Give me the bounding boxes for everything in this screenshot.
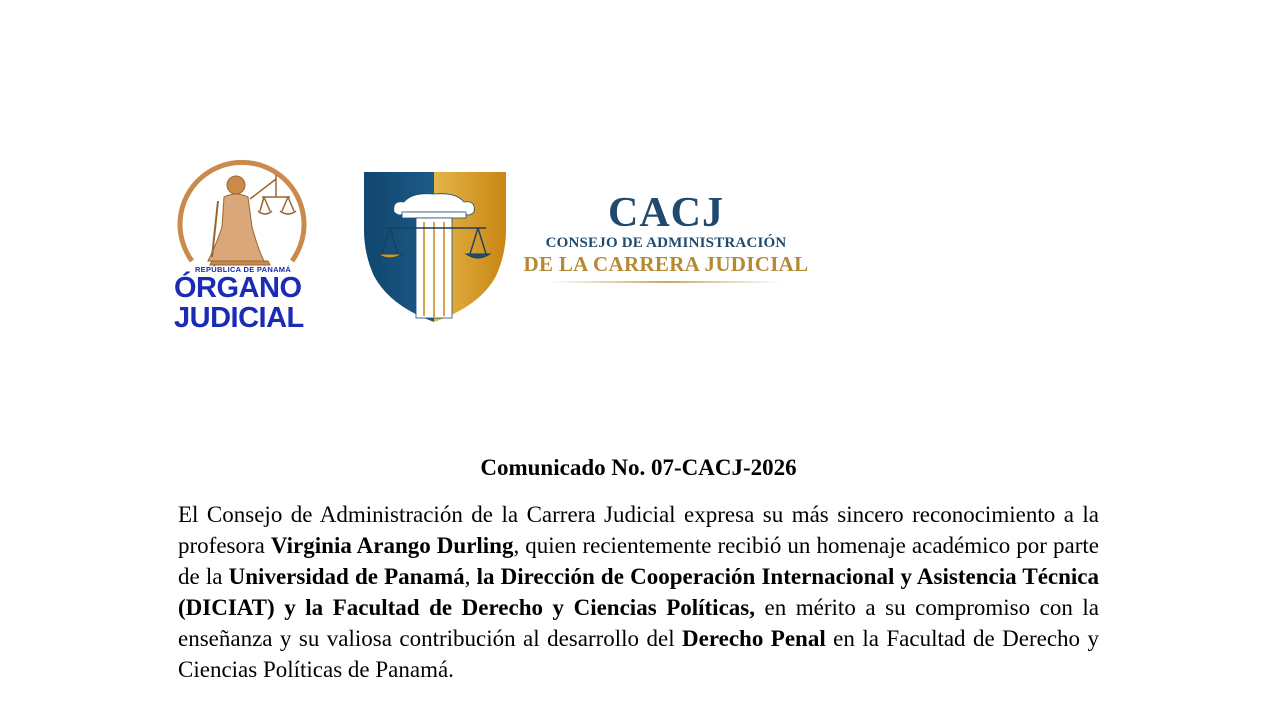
cacj-wordmark	[508, 190, 824, 290]
organo-judicial-logo	[172, 157, 312, 335]
body-segment: , quien recientemente recibió un homenaje académico por parte de la	[178, 533, 1099, 589]
university-name: Universidad de Panamá	[228, 564, 465, 589]
communique-title: Comunicado No. 07-CACJ-2026	[480, 455, 797, 480]
body-segment: en mérito a su compromiso con la enseñanza y su valiosa contribución al desarrollo del	[178, 595, 1099, 651]
body-segment: en la Facultad de Derecho y Ciencias Políticas de Panamá.	[178, 626, 1099, 682]
cacj-name-line2: DE LA CARRERA JUDICIAL	[523, 252, 809, 276]
body-segment: ,	[464, 564, 477, 589]
body-segment: El Consejo de Administración de la Carrera Judicial expresa su más sincero reconocimiento a la profesora	[178, 502, 1099, 558]
cacj-name-line1: CONSEJO DE ADMINISTRACIÓN	[545, 235, 787, 251]
institutions-names: la Dirección de Cooperación Internacional y Asistencia Técnica (DICIAT) y la Facultad de Derecho y Ciencias Políticas,	[178, 564, 1100, 620]
honoree-name: Virginia Arango Durling	[270, 533, 514, 558]
cacj-acronym: CACJ	[608, 190, 724, 236]
cacj-shield-logo	[362, 170, 508, 324]
communique-body	[178, 499, 1099, 685]
organo-judicial-line2: JUDICIAL	[174, 302, 304, 334]
field-name: Derecho Penal	[682, 626, 826, 651]
cacj-divider	[548, 281, 784, 283]
cacj-shield-emblem	[362, 170, 508, 324]
organo-judicial-line1: ÓRGANO	[174, 272, 302, 304]
organo-judicial-republica-label: REPÚBLICA DE PANAMÁ	[194, 265, 292, 274]
